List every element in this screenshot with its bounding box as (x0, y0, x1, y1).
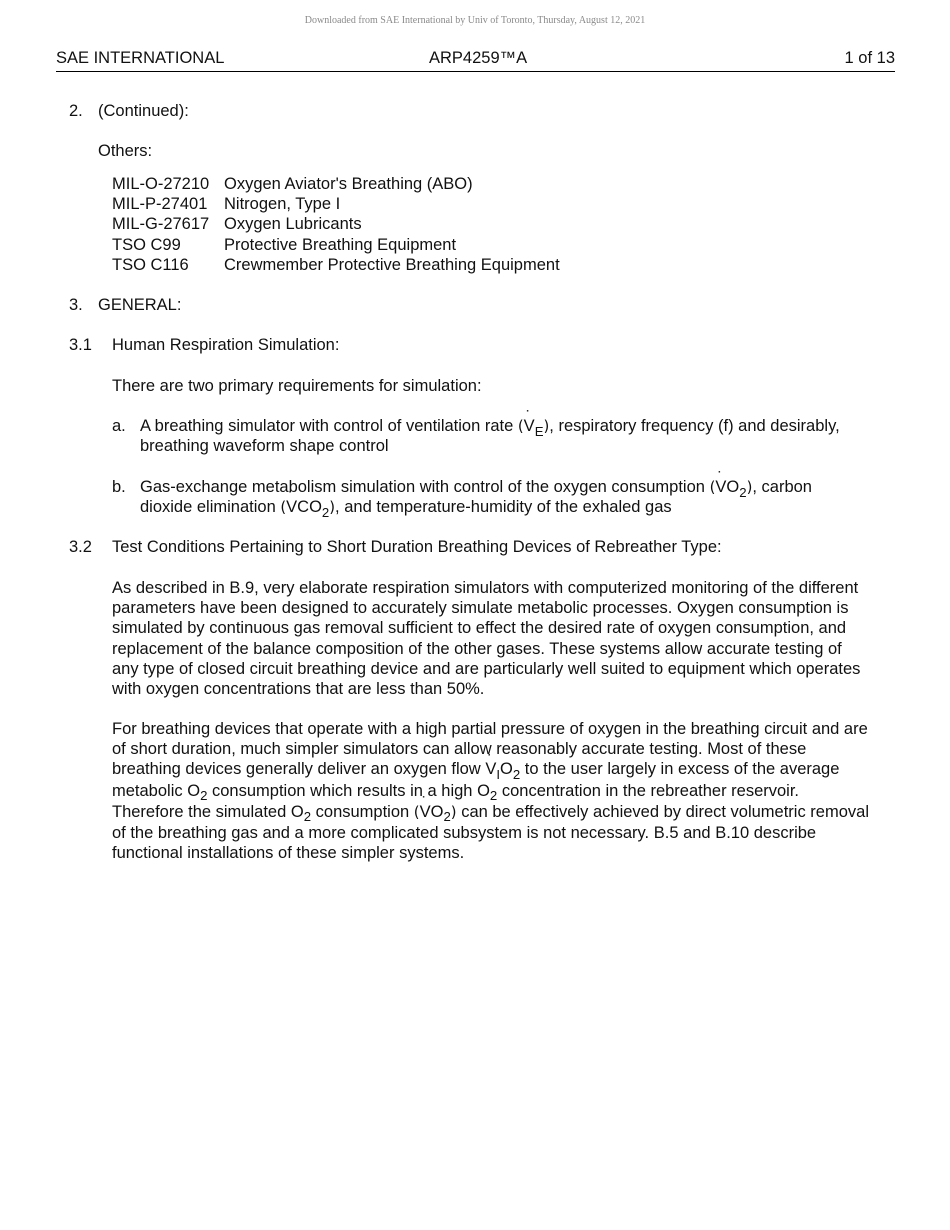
section-3-2-number: 3.2 (69, 538, 92, 556)
subscript-e: E (534, 423, 544, 439)
section-3-2-paragraph-2 (112, 719, 872, 863)
subscript-2: 2 (739, 484, 747, 500)
v-dot-symbol: V ˙ (524, 417, 535, 435)
close-paren: ) (450, 802, 457, 821)
subscript-2: 2 (200, 788, 208, 804)
subscript-2: 2 (303, 809, 312, 825)
subscript-2: 2 (443, 809, 451, 825)
o2-symbol (290, 802, 312, 825)
spec-description: Oxygen Aviator's Breathing (ABO) (224, 175, 473, 193)
subscript-i: I (496, 767, 501, 783)
ventilation-rate-symbol (517, 417, 550, 439)
open-paren: ( (280, 498, 287, 516)
close-paren: ) (329, 498, 336, 516)
co2-elimination-symbol (280, 498, 336, 520)
subscript-2: 2 (512, 767, 521, 783)
co-symbol: CO (297, 498, 322, 516)
spec-code: MIL-O-27210 (112, 175, 210, 193)
spec-description: Oxygen Lubricants (224, 215, 362, 233)
o-symbol: O (500, 760, 513, 779)
section-3-1-intro: There are two primary requirements for simulation: (112, 377, 482, 395)
others-label: Others: (98, 142, 153, 160)
item-b-label: b. (112, 478, 126, 496)
item-a-line-1 (140, 416, 840, 437)
v-dot-symbol: V ˙ (286, 498, 297, 516)
open-paren: ( (413, 802, 420, 821)
p2-text-f: can be effectively achieved by direct volumetric removal of the breathing gas and a more complicated subsystem is not necessary. B.5 and B.10 describe functional installations of these simpler systems. (112, 802, 869, 863)
item-b-line-1 (140, 477, 812, 498)
v-dot-symbol: V ˙ (485, 760, 496, 778)
section-2-number: 2. (69, 102, 83, 120)
item-a-text-2: , respiratory frequency (f) and desirably, (549, 417, 840, 435)
v-dot-symbol: V ˙ (715, 478, 726, 496)
p2-text-c: consumption which results in a high (212, 781, 473, 800)
o-symbol: O (477, 781, 490, 800)
oxygen-flow-symbol (485, 760, 521, 783)
spec-code: TSO C99 (112, 236, 181, 254)
section-3-1-title: Human Respiration Simulation: (112, 336, 340, 354)
o-symbol: O (187, 781, 201, 800)
item-a-line-2: breathing waveform shape control (140, 437, 389, 455)
close-paren: ) (746, 478, 753, 496)
oxygen-consumption-symbol (413, 802, 457, 825)
page-header (56, 49, 895, 72)
open-paren: ( (517, 417, 524, 435)
subscript-2: 2 (489, 788, 498, 804)
section-3-title: GENERAL: (98, 296, 182, 314)
p2-text-a: For breathing devices that operate with a high partial pressure of oxygen in the breathing circuit and are of short duration, much simpler simulators can allow reasonably accurate testing. Most of these breathing devices generally deliver an oxygen flow (112, 720, 868, 779)
v-dot-symbol: V ˙ (420, 803, 431, 821)
p2-text-d: concentration in the rebreather reservoir. Therefore the simulated (112, 781, 800, 821)
header-doc-id: ARP4259™A (429, 49, 528, 67)
item-b-text-1: Gas-exchange metabolism simulation with control of the oxygen consumption (140, 478, 705, 496)
subscript-2: 2 (321, 504, 330, 520)
item-b-line-2 (140, 497, 672, 518)
close-paren: ) (543, 417, 550, 435)
spec-code: MIL-P-27401 (112, 195, 208, 213)
section-3-1-number: 3.1 (69, 336, 92, 354)
o2-symbol (477, 781, 498, 804)
header-org: SAE INTERNATIONAL (56, 49, 225, 67)
p2-text-e: consumption (315, 802, 410, 821)
download-watermark: Downloaded from SAE International by Univ of Toronto, Thursday, August 12, 2021 (304, 15, 646, 26)
section-3-2-paragraph-1: As described in B.9, very elaborate respiration simulators with computerized monitoring of the different parameters have been designed to accurately simulate metabolic processes. Oxygen consumption is simulated by continuous gas removal sufficient to effect the desired rate of oxygen consumption, and replacement of the balance composition of the other gases. These systems allow accurate testing of any type of closed circuit breathing device and are particularly well suited to equipment which operates with oxygen concentrations that are less than 50%. (112, 579, 861, 699)
spec-code: TSO C116 (112, 256, 189, 274)
spec-code: MIL-G-27617 (112, 215, 210, 233)
item-a-text-1: A breathing simulator with control of ventilation rate (140, 417, 514, 435)
spec-description: Nitrogen, Type I (224, 195, 341, 213)
section-2-title: (Continued): (98, 102, 189, 120)
o-symbol: O (726, 478, 740, 496)
open-paren: ( (709, 478, 716, 496)
o-symbol: O (430, 802, 444, 821)
section-3-2-title: Test Conditions Pertaining to Short Duration Breathing Devices of Rebreather Type: (112, 538, 722, 556)
o-symbol: O (290, 802, 304, 821)
oxygen-consumption-symbol (709, 478, 753, 500)
spec-description: Protective Breathing Equipment (224, 236, 457, 254)
item-a-label: a. (112, 417, 126, 435)
item-b-text-4: , and temperature-humidity of the exhaled gas (335, 498, 672, 516)
header-page-number: 1 of 13 (844, 49, 895, 67)
spec-description: Crewmember Protective Breathing Equipment (224, 256, 560, 274)
p2-text-b: to the user largely in excess of the average metabolic (112, 760, 840, 800)
item-b-text-3: dioxide elimination (140, 498, 276, 516)
item-b-text-2: , carbon (752, 478, 812, 496)
section-3-number: 3. (69, 296, 83, 314)
o2-symbol (187, 781, 208, 804)
